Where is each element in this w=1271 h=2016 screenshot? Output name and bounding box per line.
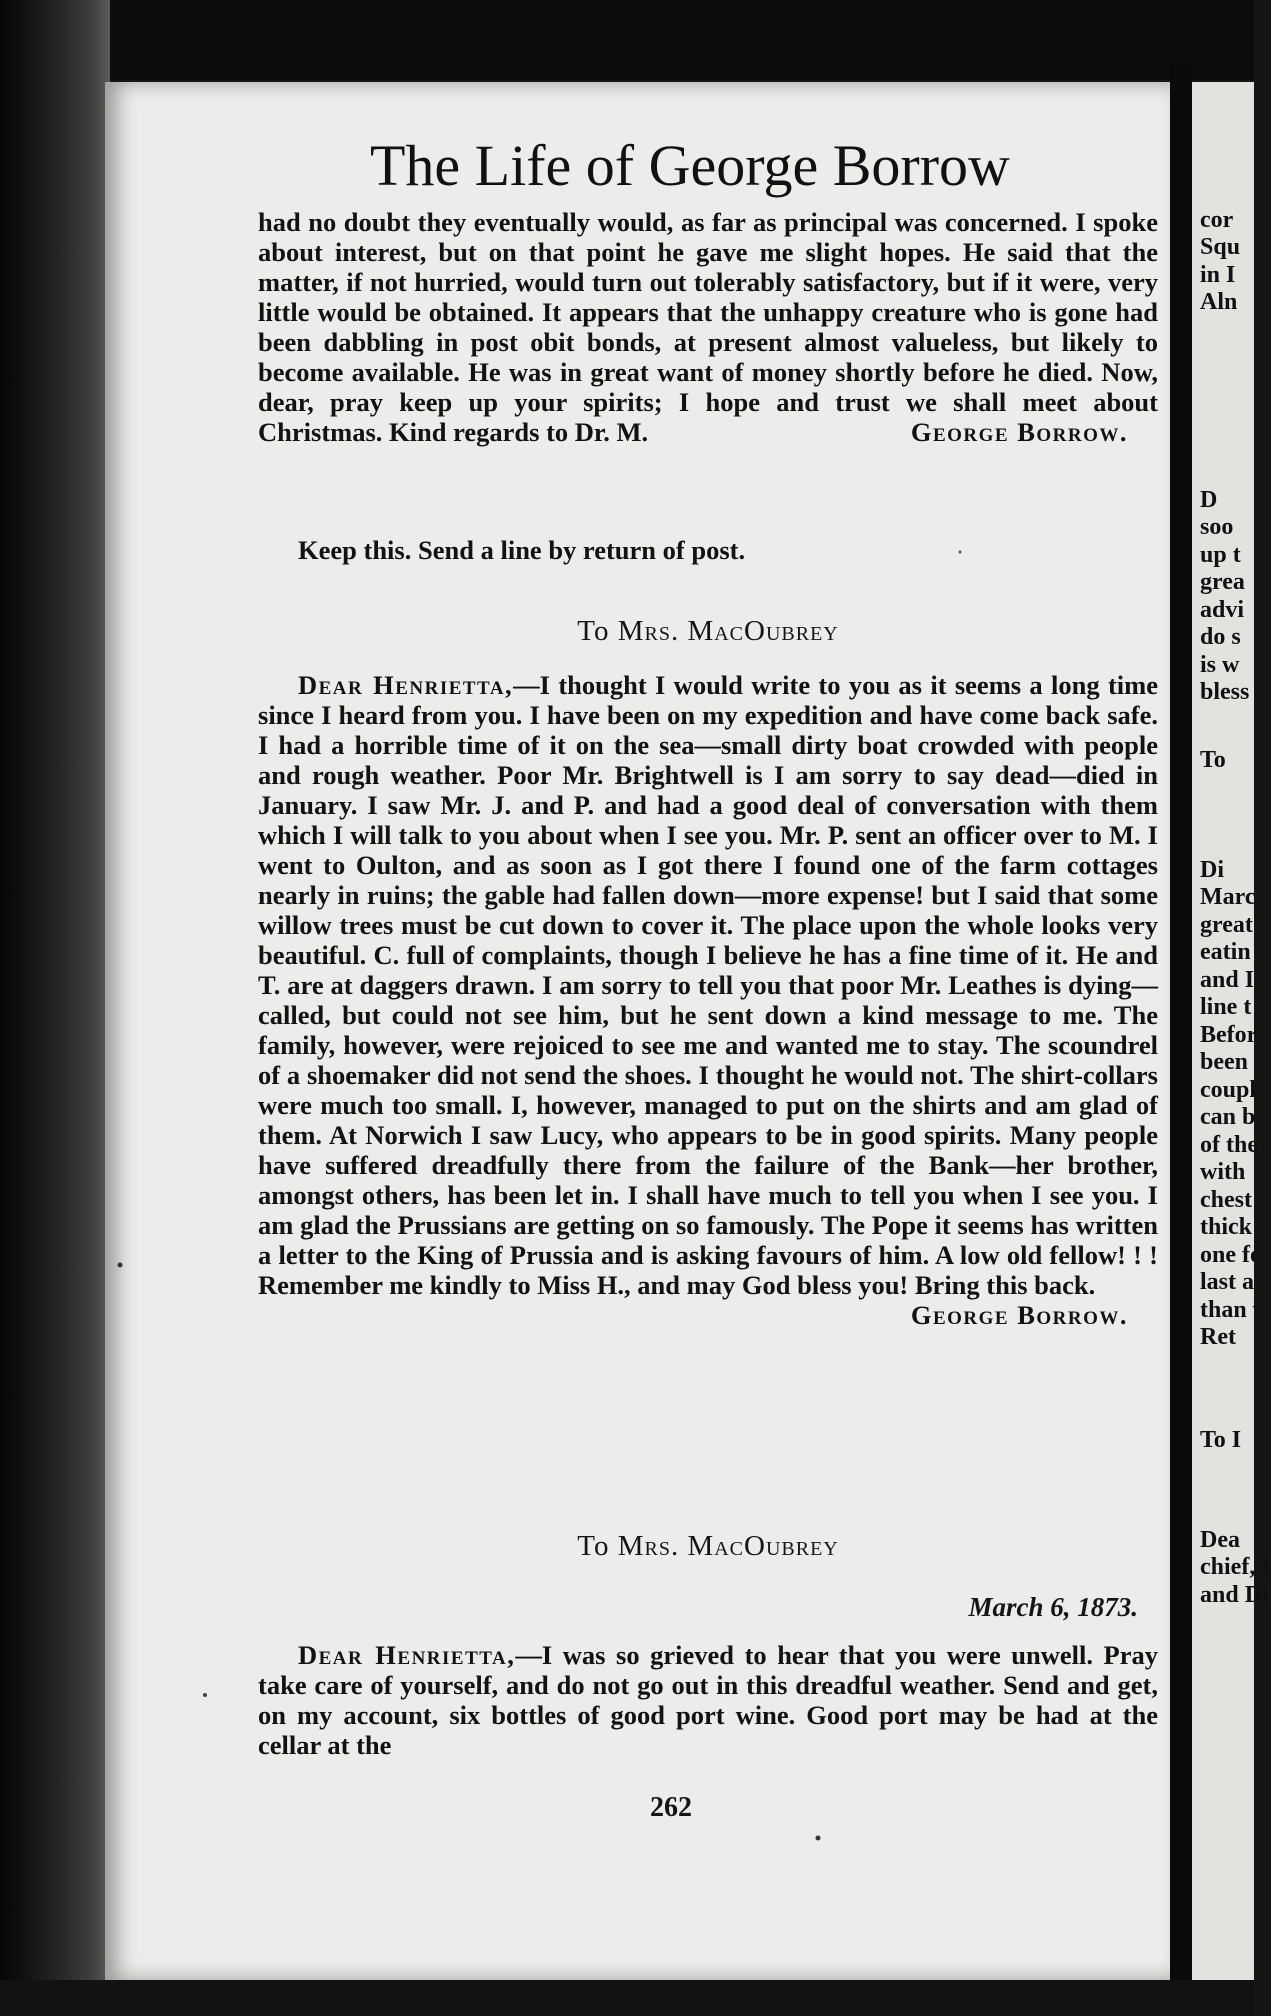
salutation: Dear Henrietta, bbox=[298, 670, 514, 700]
letter-heading: To Mrs. MacOubrey bbox=[577, 1530, 839, 1562]
facing-page-fragment: Aln bbox=[1200, 289, 1238, 315]
facing-page-fragment: great bbox=[1200, 912, 1253, 938]
facing-page-fragment: To bbox=[1200, 747, 1226, 773]
facing-page-fragment: Ret bbox=[1200, 1324, 1236, 1350]
facing-page-fragment: can b bbox=[1200, 1104, 1256, 1130]
facing-page-fragment: is w bbox=[1200, 652, 1240, 678]
facing-page-fragment: thick bbox=[1200, 1214, 1253, 1240]
postscript: Keep this. Send a line by return of post. bbox=[298, 535, 746, 565]
facing-page-fragment: and Di bbox=[1200, 1582, 1269, 1608]
facing-page-fragment: grea bbox=[1200, 569, 1245, 595]
letter-heading: To Mrs. MacOubrey bbox=[577, 615, 839, 647]
facing-page-fragment: in I bbox=[1200, 262, 1236, 288]
facing-page-fragment: coupl bbox=[1200, 1077, 1257, 1103]
running-head: The Life of George Borrow bbox=[370, 133, 1010, 198]
letter-body: Dear Henrietta,—I was so grieved to hear that you were unwell. Pray take care of yourself, and do not go out in this dreadful weather. Send and get, on my account, six bottles of good port wine. Good port may be had at the cellar at the bbox=[258, 1640, 1158, 1760]
salutation: Dear Henrietta, bbox=[298, 1640, 516, 1670]
page-number: 262 bbox=[650, 1792, 692, 1823]
facing-page-fragment: one fo bbox=[1200, 1242, 1262, 1268]
speck bbox=[959, 551, 962, 554]
facing-page-fragment: than v bbox=[1200, 1297, 1265, 1323]
facing-page-fragment: Dea bbox=[1200, 1527, 1240, 1553]
facing-page-fragment: and I bbox=[1200, 967, 1255, 993]
speck bbox=[203, 1693, 207, 1697]
facing-page-fragment: advi bbox=[1200, 597, 1245, 623]
facing-page-fragment: Di bbox=[1200, 857, 1224, 883]
facing-page-fragment: chest bbox=[1200, 1187, 1252, 1213]
facing-page-fragment: line t bbox=[1200, 994, 1252, 1020]
letter-date: March 6, 1873. bbox=[968, 1592, 1138, 1622]
facing-page-fragment: been bbox=[1200, 1049, 1248, 1075]
facing-page-fragment: chief, I bbox=[1200, 1554, 1271, 1580]
facing-page-fragment: eatin bbox=[1200, 939, 1251, 965]
speck bbox=[816, 1836, 821, 1841]
facing-page-fragment: bless bbox=[1200, 679, 1250, 705]
signature: George Borrow. bbox=[910, 1300, 1128, 1330]
facing-page-fragment: Marc bbox=[1200, 884, 1256, 910]
signature: George Borrow. bbox=[910, 417, 1128, 447]
facing-page-fragment: soo bbox=[1200, 514, 1234, 540]
facing-page-fragment: Befor bbox=[1200, 1022, 1258, 1048]
facing-page-fragment: up t bbox=[1200, 542, 1241, 568]
facing-page-fragment: To I bbox=[1200, 1427, 1242, 1453]
facing-page-fragment: last a bbox=[1200, 1269, 1254, 1295]
continuation-text: had no doubt they eventually would, as far as principal was concerned. I spoke about interest, but on that point he gave me slight hopes. He said that the matter, if not hurried, would turn out tolerably satisfactory, but if it were, very little would be obtained. It appears that the unhappy creature who is gone had been dabbling in post obit bonds, at present almost valueless, but likely to become available. He was in great want of money shortly before he died. Now, dear, pray keep up your spirits; I hope and trust we shall meet about Christmas. Kind regards to Dr. M. George Borrow. bbox=[258, 207, 1158, 447]
facing-page-fragment: do s bbox=[1200, 624, 1241, 650]
facing-page-fragment: of the bbox=[1200, 1132, 1258, 1158]
facing-page-fragment: D bbox=[1200, 487, 1218, 513]
facing-page-fragment: with bbox=[1200, 1159, 1246, 1185]
facing-page-fragment: Squ bbox=[1200, 234, 1241, 260]
letter-body: Dear Henrietta,—I thought I would write to you as it seems a long time since I heard from you. I have been on my expedition and have come back safe. I had a horrible time of it on the sea—small dirty boat crowded with people and rough weather. Poor Mr. Brightwell is I am sorry to say dead—died in January. I saw Mr. J. and P. and had a good deal of conversation with them which I will talk to you about when I see you. Mr. P. sent an officer over to M. I went to Oulton, and as soon as I got there I found one of the farm cottages nearly in ruins; the gable had fallen down—more expense! but I said that some willow trees must be cut down to cover it. The place upon the whole looks very beautiful. C. full of complaints, though I believe he has a fine time of it. He and T. are at daggers drawn. I am sorry to tell you that poor Mr. Leathes is dying—called, but could not see him, but he sent down a kind message to me. The family, however, were rejoiced to see me and wanted me to stay. The scoundrel of a shoemaker did not send the shoes. I thought he would not. The shirt-collars were much too small. I, however, managed to put on the shirts and am glad of them. At Norwich I saw Lucy, who appears to be in good spirits. Many people have suffered dreadfully there from the failure of the Bank—her brother, amongst others, has been let in. I shall have much to tell you when I see you. I am glad the Prussians are getting on so famously. The Pope it seems has written a letter to the King of Prussia and is asking favours of him. A low old fellow! ! ! Remember me kindly to Miss H., and may God bless you! Bring this back. George Borrow. bbox=[258, 670, 1158, 1330]
facing-page-fragment: cor bbox=[1200, 207, 1234, 233]
speck bbox=[118, 1263, 123, 1268]
